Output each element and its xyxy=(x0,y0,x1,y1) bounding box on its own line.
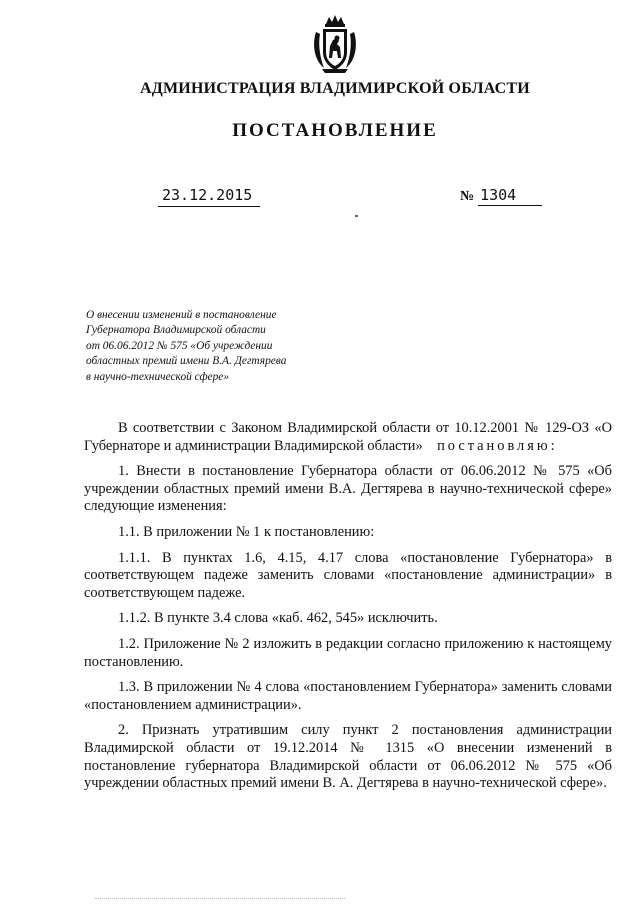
scan-speck xyxy=(355,215,358,217)
body-paragraph-1: 1. Внести в постановление Губернатора области от 06.06.2012 № 575 «Об учреждении областных премий имени В.А. Дегтярева в научно-технической сфере» следующие изменения: xyxy=(84,463,612,515)
body-paragraph-1-1-1: 1.1.1. В пунктах 1.6, 4.15, 4.17 слова «постановление Губернатора» в соответствующем падеже заменить словами «постановление администрации» в соответствующем падеже. xyxy=(84,549,612,601)
body-paragraph-1-3: 1.3. В приложении № 4 слова «постановлением Губернатора» заменить словами «постановлением администрации». xyxy=(84,679,612,713)
intro-text: В соответствии с Законом Владимирской области от 10.12.2001 № 129-ОЗ «О Губернаторе и администрации Владимирской области» xyxy=(84,420,612,454)
number-value: 1304 xyxy=(478,186,542,206)
document-number xyxy=(460,186,542,206)
title-line: от 06.06.2012 № 575 «Об учреждении xyxy=(86,339,273,352)
document-body xyxy=(84,420,612,801)
body-paragraph-1-2: 1.2. Приложение № 2 изложить в редакции согласно приложению к настоящему постановлению. xyxy=(84,635,612,670)
number-sign: № xyxy=(460,189,475,204)
body-paragraph-1-1-2: 1.1.2. В пункте 3.4 слова «каб. 462, 545» исключить. xyxy=(118,610,438,627)
title-line: Губернатора Владимирской области xyxy=(86,324,266,337)
body-paragraph-2: 2. Признать утратившим силу пункт 2 постановления администрации Владимирской области от 19.12.2014 № 1315 «О внесении изменений в постановление губернатора Владимирской области от 06.06.2012 № 575 «Об учреждении областных премий имени В. А. Дегтярева в научно-технической сфере». xyxy=(84,722,612,792)
title-line: в научно-технической сфере» xyxy=(86,370,230,383)
intro-paragraph xyxy=(84,420,612,455)
scan-artifact xyxy=(95,898,345,901)
document-title xyxy=(86,308,316,385)
document-type: ПОСТАНОВЛЕНИЕ xyxy=(232,120,438,141)
body-paragraph-1-1: 1.1. В приложении № 1 к постановлению: xyxy=(118,523,375,540)
organization-name: АДМИНИСТРАЦИЯ ВЛАДИМИРСКОЙ ОБЛАСТИ xyxy=(140,80,530,97)
coat-of-arms-icon xyxy=(310,14,360,74)
title-line: областных премий имени В.А. Дегтярева xyxy=(86,355,287,368)
decree-word: постановляю: xyxy=(437,437,558,454)
document-date: 23.12.2015 xyxy=(158,186,260,207)
title-line: О внесении изменений в постановление xyxy=(86,309,277,321)
